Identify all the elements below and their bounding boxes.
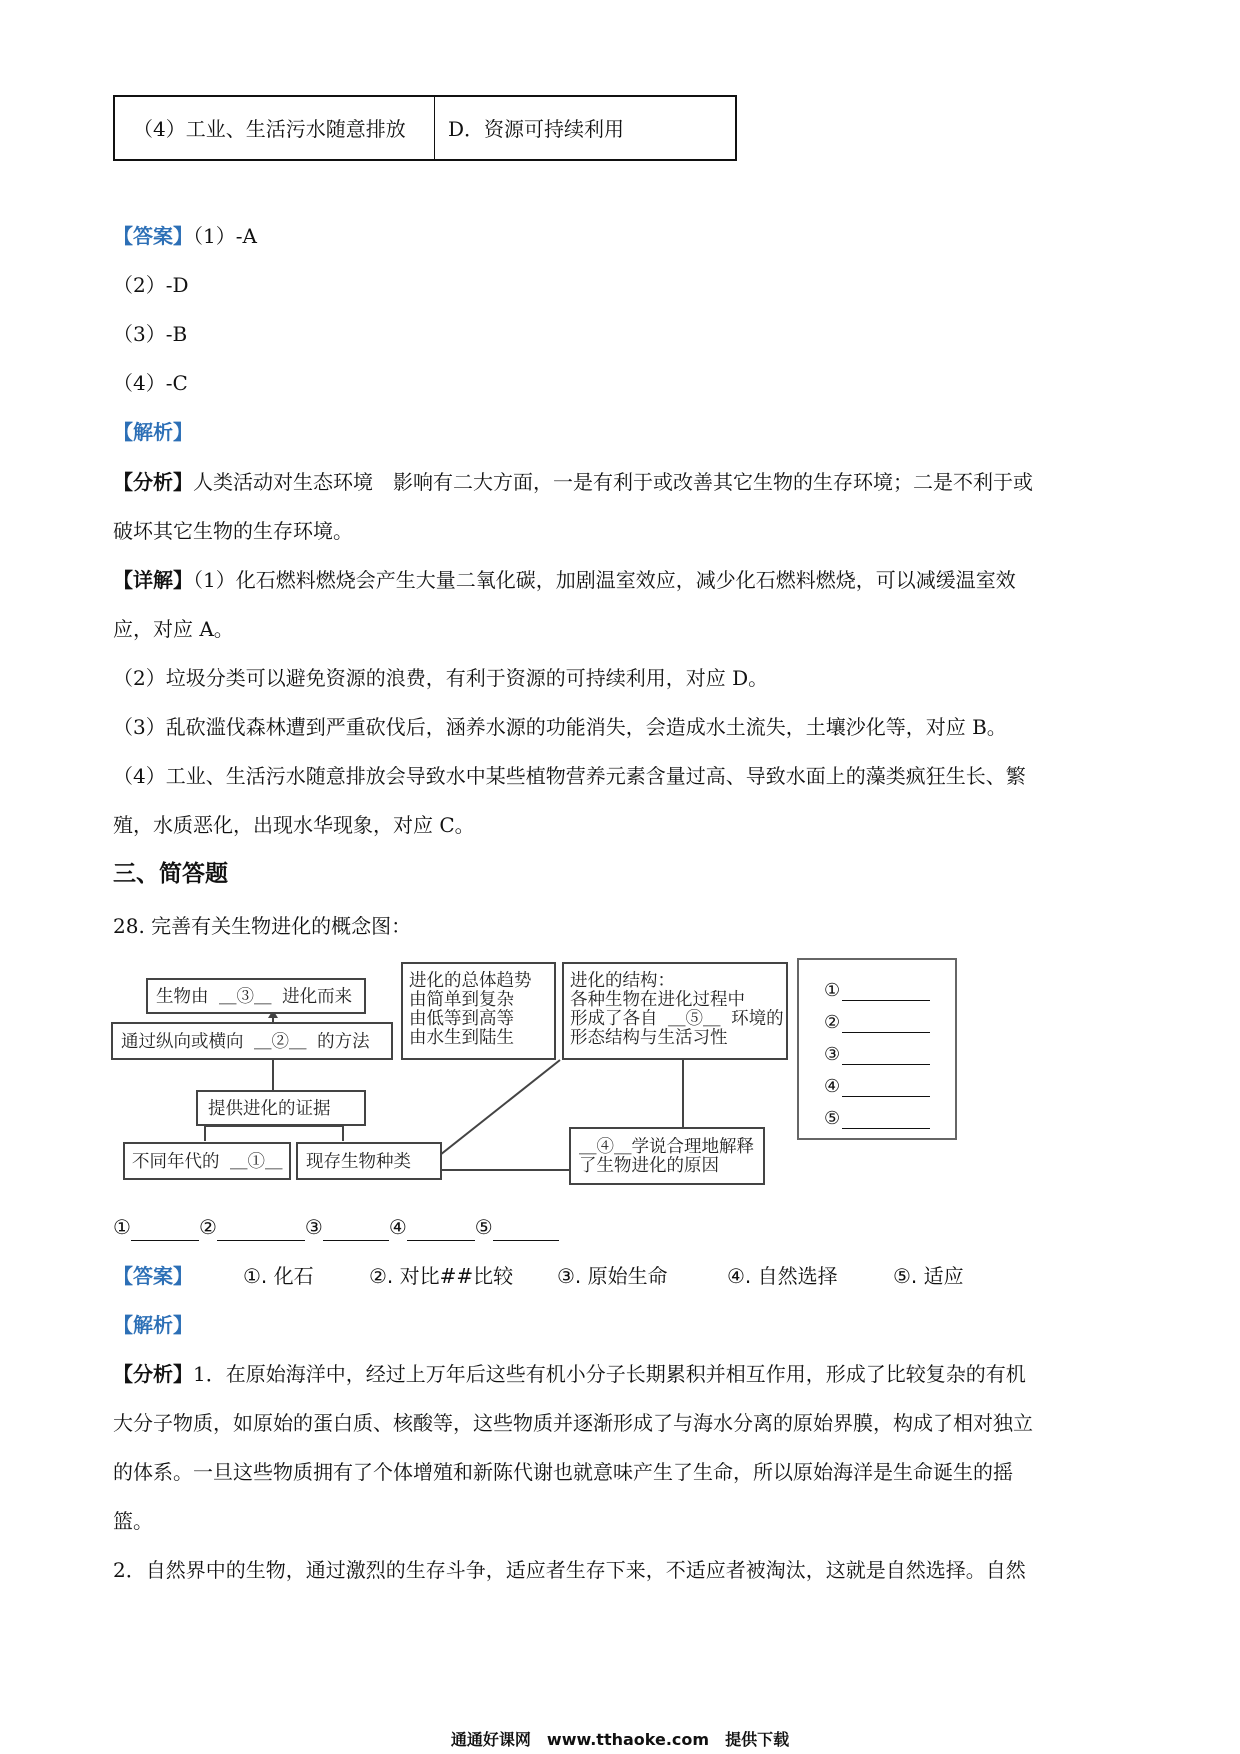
q28-answer-2: ②. 对比##比较 <box>369 1264 514 1288</box>
q27-detail-line-1: 【详解】（1）化石燃料燃烧会产生大量二氧化碳，加剧温室效应，减少化石燃料燃烧，可以减缓温室效 <box>113 568 1016 592</box>
fossil-box: 不同年代的 ＿①＿ <box>123 1142 291 1180</box>
q28-question: 28. 完善有关生物进化的概念图： <box>113 914 412 938</box>
q27-fenxi-line-1: 【分析】人类活动对生态环境 影响有二大方面，一是有利于或改善其它生物的生存环境；二是不利于或 <box>113 470 1033 494</box>
q27-answer-4: （4）-C <box>113 371 188 395</box>
fenxi-tag: 【分析】 <box>113 1362 193 1386</box>
q27-answer-1: 【答案】（1）-A <box>113 224 257 248</box>
xiangjie-tag: 【详解】 <box>113 568 193 592</box>
origin-box: 生物由 ＿③＿ 进化而来 <box>146 978 366 1014</box>
q28-fenxi-line-3: 的体系。一旦这些物质拥有了个体增殖和新陈代谢也就意味产生了生命，所以原始海洋是生命诞生的摇 <box>113 1460 1013 1484</box>
blank-4[interactable] <box>407 1218 475 1241</box>
q27-fenxi-line-2: 破坏其它生物的生存环境。 <box>113 519 353 543</box>
q28-answer-tag: 【答案】 <box>113 1264 193 1288</box>
key-blank <box>842 978 930 1001</box>
page-footer: 通通好课网 www.tthaoke.com 提供下载 <box>450 1730 790 1749</box>
key-blank <box>842 1074 930 1097</box>
key-row-1: ① <box>824 978 930 1001</box>
answer-tag: 【答案】 <box>113 224 193 248</box>
q28-fenxi-line-4: 篮。 <box>113 1509 153 1533</box>
structure-box: 进化的结构： 各种生物在进化过程中 形成了各自 ＿⑤＿ 环境的 形态结构与生活习性 <box>562 962 788 1060</box>
blank-1[interactable] <box>131 1218 199 1241</box>
answer-key-box <box>797 958 957 1140</box>
key-row-2: ② <box>824 1010 930 1033</box>
q27-answer-3: （3）-B <box>113 322 188 346</box>
key-blank <box>842 1042 930 1065</box>
q28-jiexi-tag: 【解析】 <box>113 1313 193 1337</box>
q28-fenxi-line-5: 2．自然界中的生物，通过激烈的生存斗争，适应者生存下来，不适应者被淘汰，这就是自然选择。自然 <box>113 1558 1026 1582</box>
blank-3[interactable] <box>323 1218 389 1241</box>
trend-box: 进化的总体趋势 由简单到复杂 由低等到高等 由水生到陆生 <box>401 962 556 1060</box>
evidence-box: 提供进化的证据 <box>196 1090 366 1126</box>
q27-detail-line-6: 殖，水质恶化，出现水华现象，对应 C。 <box>113 813 475 837</box>
q28-answer-4: ④. 自然选择 <box>727 1264 838 1288</box>
key-blank <box>842 1106 930 1129</box>
key-row-4: ④ <box>824 1074 930 1097</box>
q27-detail-line-5: （4）工业、生活污水随意排放会导致水中某些植物营养元素含量过高、导致水面上的藻类疯狂生长、繁 <box>113 764 1026 788</box>
q27-detail-line-2: 应，对应 A。 <box>113 617 234 641</box>
theory-box: ＿④＿学说合理地解释 了生物进化的原因 <box>569 1127 765 1185</box>
q28-blanks: ① ② ③ ④ ⑤ <box>113 1213 559 1241</box>
q27-jiexi-tag: 【解析】 <box>113 420 193 444</box>
q28-answer-3: ③. 原始生命 <box>557 1264 668 1288</box>
blank-2[interactable] <box>217 1218 305 1241</box>
matching-table <box>113 95 737 161</box>
section-title: 三、简答题 <box>113 861 228 887</box>
key-blank <box>842 1010 930 1033</box>
method-box: 通过纵向或横向 ＿②＿ 的方法 <box>111 1022 393 1060</box>
q28-fenxi-line-1: 【分析】1．在原始海洋中，经过上万年后这些有机小分子长期累积并相互作用，形成了比较复杂的有机 <box>113 1362 1026 1386</box>
key-row-5: ⑤ <box>824 1106 930 1129</box>
q27-detail-line-3: （2）垃圾分类可以避免资源的浪费，有利于资源的可持续利用，对应 D。 <box>113 666 769 690</box>
q28-fenxi-line-2: 大分子物质，如原始的蛋白质、核酸等，这些物质并逐渐形成了与海水分离的原始界膜，构成了相对独立 <box>113 1411 1033 1435</box>
table-left-cell <box>115 97 435 159</box>
key-row-3: ③ <box>824 1042 930 1065</box>
q27-answer-2: （2）-D <box>113 273 189 297</box>
table-left-text: （4）工业、生活污水随意排放 <box>133 117 406 141</box>
table-right-text: D．资源可持续利用 <box>448 117 625 141</box>
q27-detail-line-4: （3）乱砍滥伐森林遭到严重砍伐后，涵养水源的功能消失，会造成水土流失，土壤沙化等，对应 B。 <box>113 715 1007 739</box>
species-box: 现存生物种类 <box>296 1142 442 1180</box>
fenxi-tag: 【分析】 <box>113 470 193 494</box>
q28-answer-5: ⑤. 适应 <box>893 1264 964 1288</box>
q28-answer-1: ①. 化石 <box>243 1264 314 1288</box>
blank-5[interactable] <box>493 1218 559 1241</box>
